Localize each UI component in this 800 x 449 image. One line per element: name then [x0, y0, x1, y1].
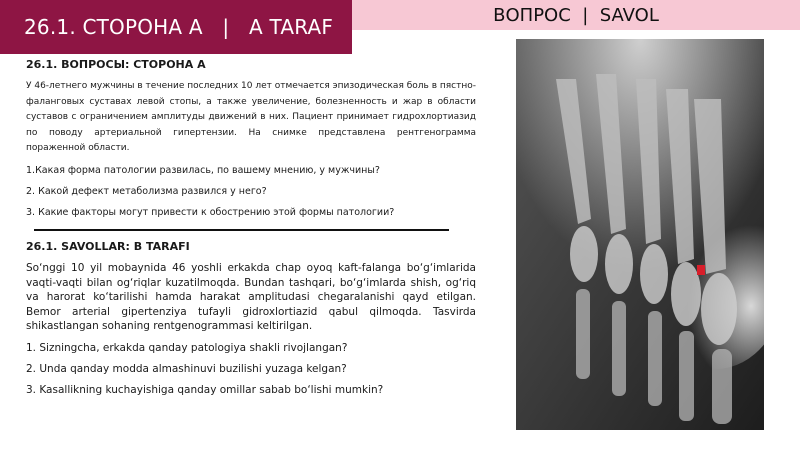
russian-question-3: 3. Какие факторы могут привести к обострению этой формы патологии?	[26, 206, 395, 218]
russian-question-2: 2. Какой дефект метаболизма развился у него?	[26, 185, 267, 197]
russian-question-1: 1.Какая форма патологии развилась, по вашему мнению, у мужчины?	[26, 164, 380, 176]
section-label: ВОПРОС | SAVOL	[352, 0, 800, 30]
foot-xray-image	[516, 39, 764, 430]
uzbek-question-3: 3. Kasallikning kuchayishiga qanday omillar sabab bo‘lishi mumkin?	[26, 383, 384, 396]
uzbek-question-2: 2. Unda qanday modda almashinuvi buzilishi yuzaga kelgan?	[26, 362, 347, 375]
section-divider	[34, 229, 449, 231]
slide-title: 26.1. СТОРОНА А | A TARAF	[0, 0, 352, 54]
russian-case-text: У 46-летнего мужчины в течение последних 10 лет отмечается эпизодическая боль в пястно-фаланговых суставах левой стопы, а также увеличение, болезненность и жар в области суставов с ограничением амплитуды движений в них. Пациент принимает гидрохлортиазид по поводу артериальной гипертензии. На снимке представлена рентгенограмма пораженной области.	[26, 81, 476, 153]
uzbek-question-1: 1. Sizningcha, erkakda qanday patologiya shakli rivojlangan?	[26, 341, 348, 354]
uzbek-heading: 26.1. SAVOLLAR: B TARAFI	[26, 240, 190, 253]
uzbek-section	[26, 240, 476, 404]
russian-section	[26, 58, 476, 227]
uzbek-case-text: So‘nggi 10 yil mobaynida 46 yoshli erkakda chap oyoq kaft-falanga bo‘g‘imlarida vaqti-vaqti bilan og‘riqlar kuzatilmoqda. Bundan tashqari, bo‘g‘imlarda shish, og‘riq va harorat ko‘tarilishi hamda harakat amplitudasi chegaralanishi qayd etilgan. Bemor arterial gipertenziya tufayli gidroxlortiazid qabul qilmoqda. Tasvirda shikastlangan sohaning rentgenogrammasi keltirilgan.	[26, 262, 476, 333]
lesion-marker	[697, 265, 705, 275]
russian-heading: 26.1. ВОПРОСЫ: СТОРОНА А	[26, 58, 206, 71]
